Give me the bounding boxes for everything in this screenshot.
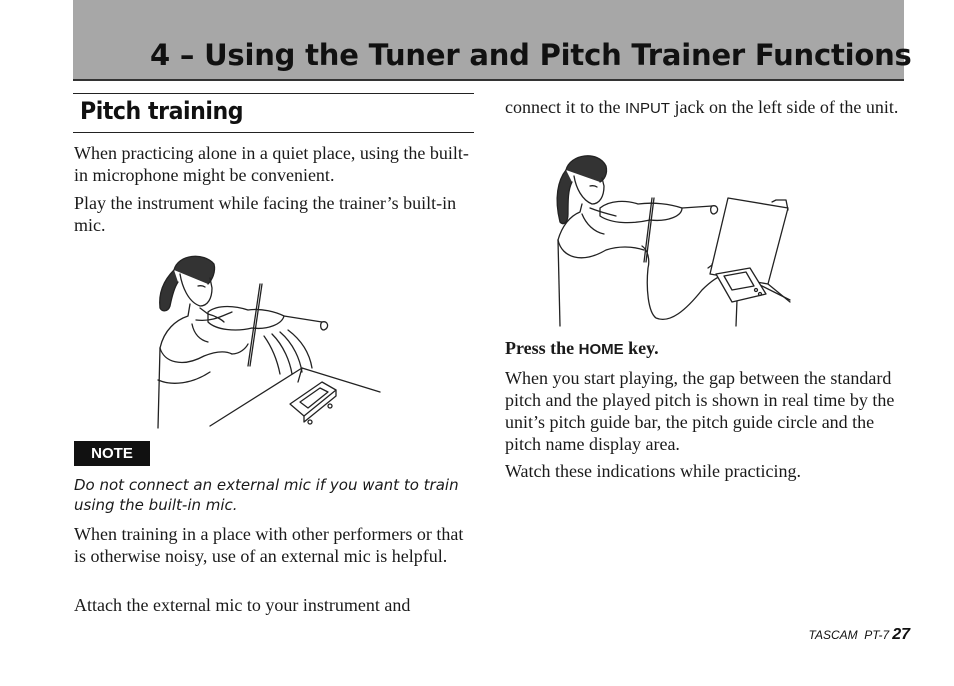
footer-brand: TASCAM <box>808 628 858 642</box>
section-rule-top <box>73 93 474 94</box>
paragraph-facing-mic: Play the instrument while facing the trainer’s built-in mic. <box>74 193 457 235</box>
step-press-home: Press the HOME key. <box>505 338 659 358</box>
page-number: 27 <box>892 626 910 643</box>
violinist-builtin-mic-illustration <box>152 250 384 432</box>
chapter-header-rule <box>73 79 904 81</box>
section-rule-bottom <box>73 132 474 133</box>
input-jack-label: INPUT <box>624 100 670 117</box>
paragraph-watch-indications: Watch these indications while practicing. <box>505 461 801 481</box>
note-text: Do not connect an external mic if you want to train using the built-in mic. <box>74 476 459 514</box>
paragraph-quiet-place: When practicing alone in a quiet place, using the built-in microphone might be convenient. <box>74 143 469 185</box>
footer-model: PT-7 <box>864 628 890 642</box>
note-badge: NOTE <box>74 441 150 466</box>
page-footer <box>809 626 911 644</box>
home-key-label: HOME <box>578 341 624 358</box>
chapter-title: 4 – Using the Tuner and Pitch Trainer Functions <box>150 38 912 72</box>
paragraph-attach-mic: Attach the external mic to your instrument and <box>74 595 411 615</box>
section-title: Pitch training <box>80 97 244 125</box>
paragraph-pitch-gap: When you start playing, the gap between the standard pitch and the played pitch is shown in real time by the unit’s pitch guide bar, the pitch guide circle and the pitch name display area. <box>505 368 895 454</box>
paragraph-connect-input: connect it to the INPUT jack on the left side of the unit. <box>505 97 899 117</box>
violinist-external-mic-illustration <box>552 150 792 328</box>
paragraph-noisy-place: When training in a place with other performers or that is otherwise noisy, use of an external mic is helpful. <box>74 524 464 566</box>
